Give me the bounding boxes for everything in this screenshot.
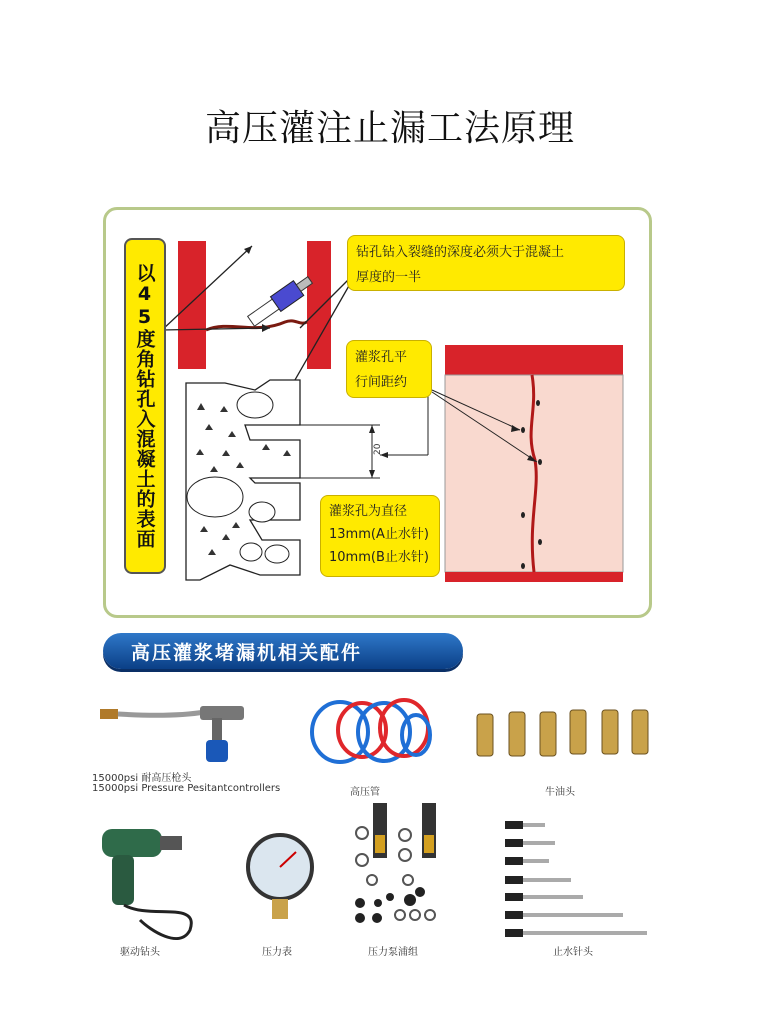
drill-label: 驱动钻头 (120, 947, 160, 958)
spray-gun-icon (100, 706, 244, 762)
hose-label: 高压管 (350, 787, 380, 798)
callout-drill-depth-line2: 厚度的一半 (356, 269, 422, 285)
drill-icon (102, 829, 191, 939)
grease-nipple-label: 牛油头 (545, 787, 575, 798)
callout-hole-diameter-line3: 10mm(B止水针) (329, 549, 429, 565)
high-pressure-hose-icon (312, 700, 430, 762)
page-title: 高压灌注止漏工法原理 (204, 108, 575, 149)
callout-hole-spacing-line2: 行间距约 (355, 374, 408, 390)
water-stop-needle-icon (505, 821, 647, 937)
pressure-gauge-icon (248, 835, 312, 919)
spray-gun-label-cn: 15000psi 耐高压枪头 (92, 773, 192, 784)
callout-hole-diameter-line1: 灌浆孔为直径 (329, 504, 408, 519)
spray-gun-label-en: 15000psi Pressure Pesitantcontrollers (92, 783, 281, 794)
pump-set-label: 压力泵浦组 (368, 947, 418, 958)
gauge-label: 压力表 (262, 947, 292, 958)
callout-hole-spacing-line1: 灌浆孔平 (355, 350, 408, 365)
callout-hole-diameter-line2: 13mm(A止水针) (329, 526, 429, 542)
accessories-banner: 高压灌浆堵漏机相关配件 (103, 633, 463, 669)
pump-set-icon (355, 803, 436, 923)
callout-drill-depth-line1: 钻孔钻入裂缝的深度必须大于混凝土 (356, 245, 565, 260)
dimension-label: 20 (373, 443, 383, 455)
needle-label: 止水针头 (553, 947, 593, 958)
angle-drilling-label: 以45度角钻孔入混凝土的表面 (124, 238, 166, 574)
grease-nipple-icon (477, 710, 648, 756)
